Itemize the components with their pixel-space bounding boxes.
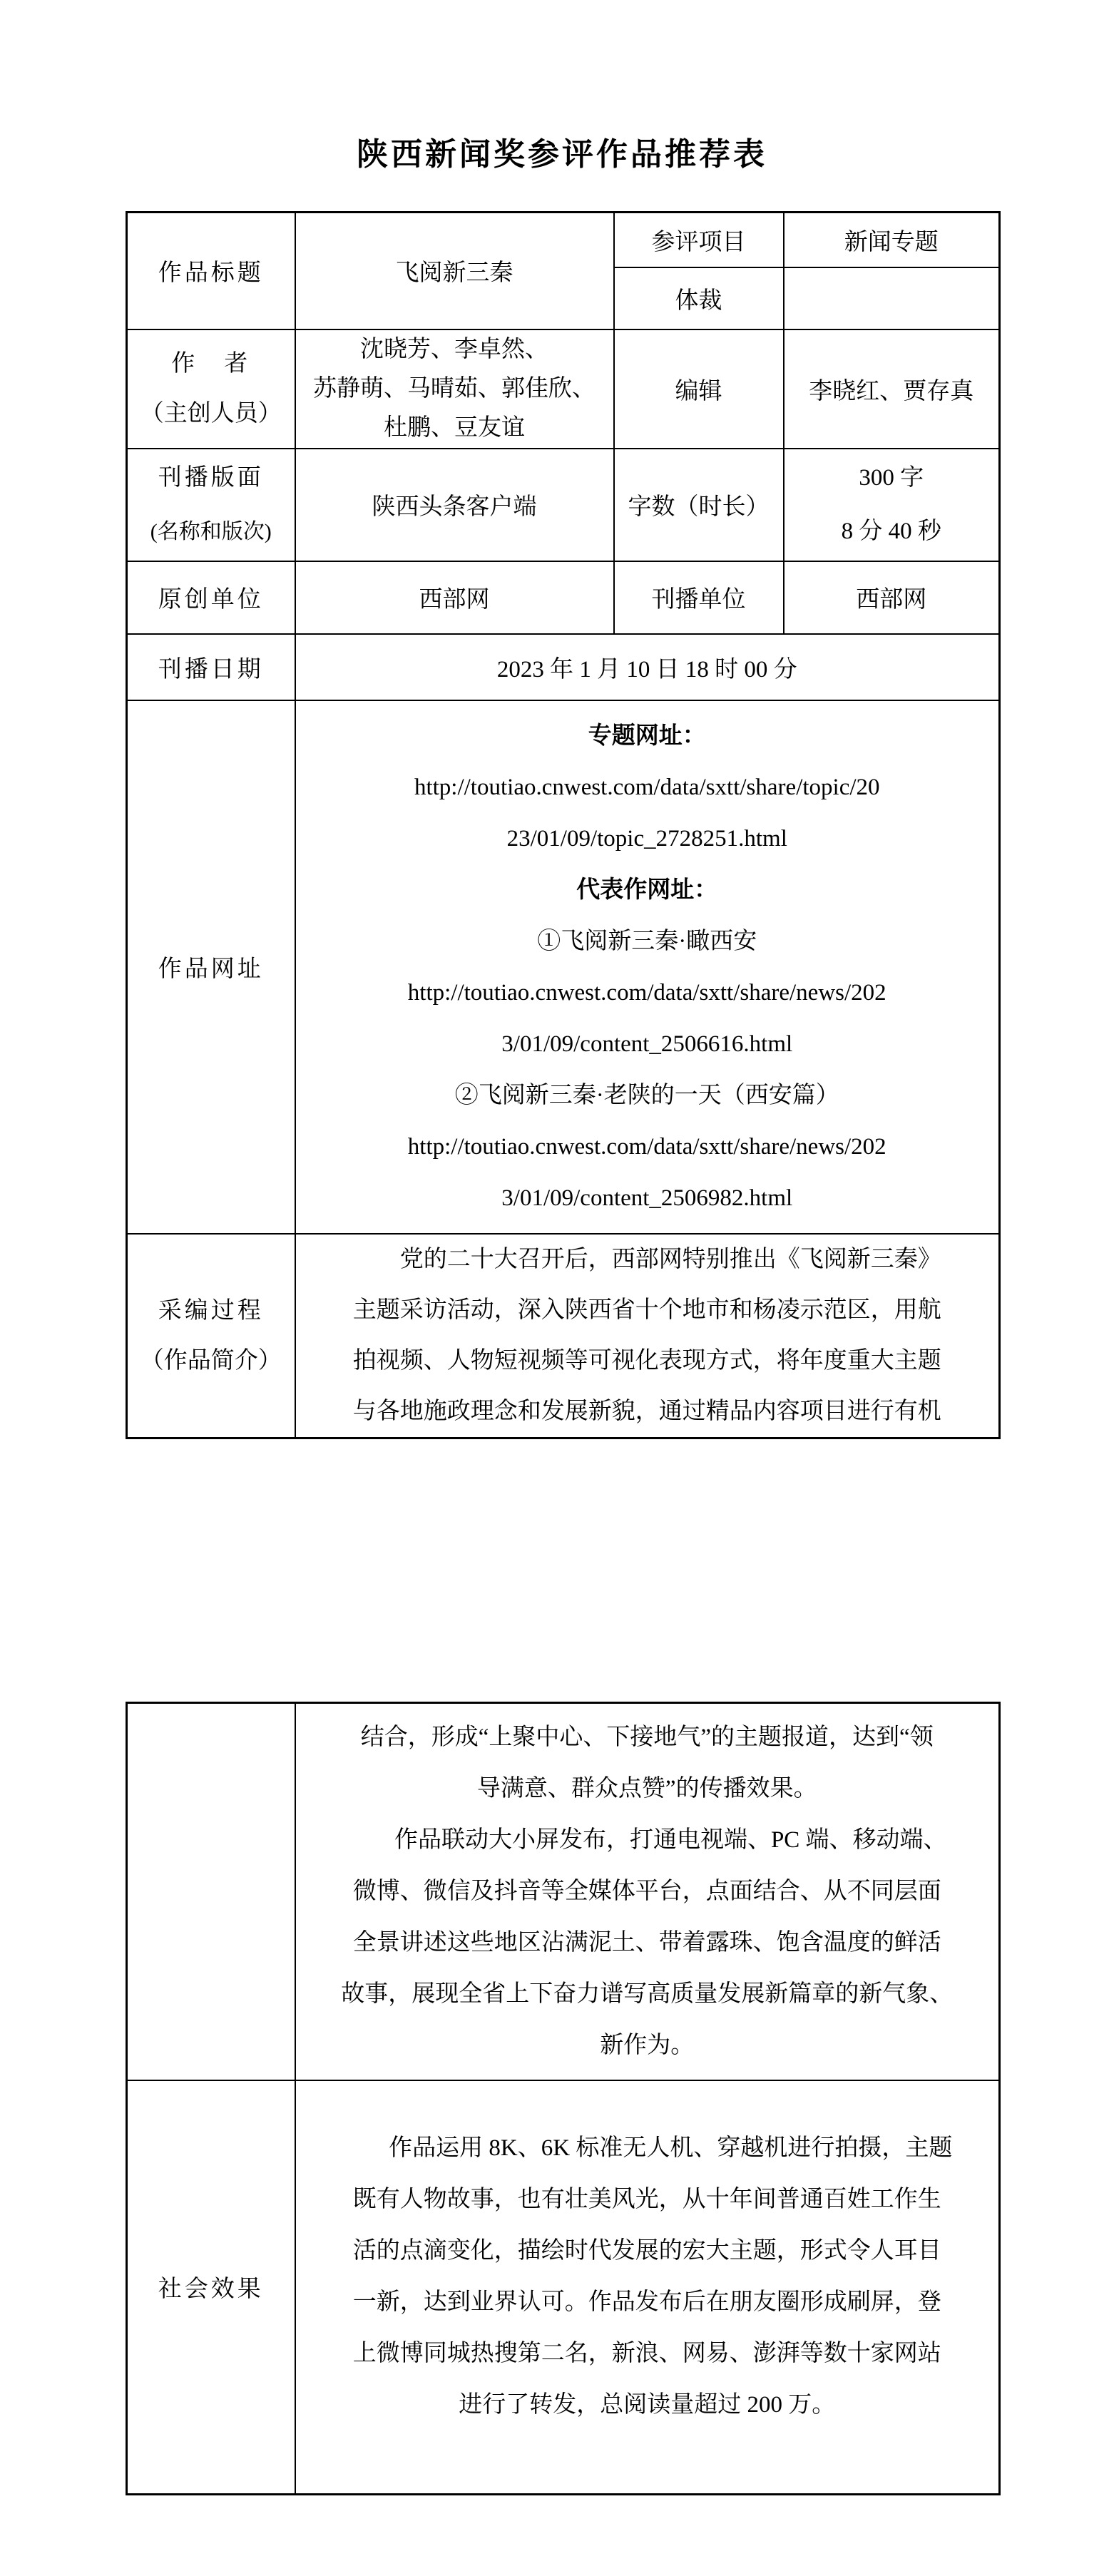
publish-date-value: 2023 年 1 月 10 日 18 时 00 分 — [295, 634, 1000, 700]
genre-label: 体裁 — [614, 267, 784, 329]
continuation-text-line: 微博、微信及抖音等全媒体平台，点面结合、从不同层面 — [352, 1879, 941, 1905]
continuation-text-line: 故事，展现全省上下奋力谱写高质量发展新篇章的新气象、 — [341, 1981, 954, 2008]
social-effect-text-line: 进行了转发，总阅读量超过 200 万。 — [459, 2391, 836, 2418]
authors-value-line: 杜鹏、豆友谊 — [384, 414, 525, 441]
word-count-value — [784, 449, 1000, 561]
editing-process-text-line: 主题采访活动，深入陕西省十个地市和杨凌示范区，用航 — [352, 1297, 941, 1323]
original-unit-label: 原创单位 — [127, 561, 295, 634]
representative-work-2-title: ②飞阅新三秦·老陕的一天（西安篇） — [454, 1082, 839, 1108]
social-effect-text-line: 上微博同城热搜第二名，新浪、网易、澎湃等数十家网站 — [352, 2340, 941, 2366]
page-title: 陕西新闻奖参评作品推荐表 — [357, 137, 767, 172]
work-url-content — [295, 700, 1000, 1234]
editing-process-content — [295, 1234, 1000, 1438]
representative-work-2-url-line: 3/01/09/content_2506982.html — [501, 1185, 793, 1211]
publish-unit-value: 西部网 — [784, 561, 1000, 634]
work-title-label: 作品标题 — [127, 213, 295, 329]
entry-category-label: 参评项目 — [614, 213, 784, 267]
editing-process-text-line: 党的二十大召开后，西部网特别推出《飞阅新三秦》 — [399, 1246, 941, 1272]
publish-unit-label: 刊播单位 — [614, 561, 784, 634]
publication-page-value: 陕西头条客户端 — [295, 449, 614, 561]
original-unit-value: 西部网 — [295, 561, 614, 634]
authors-value-line: 沈晓芳、李卓然、 — [360, 336, 548, 362]
editing-process-text-line: 拍视频、人物短视频等可视化表现方式，将年度重大主题 — [352, 1347, 941, 1374]
authors-value-line: 苏静萌、马晴茹、郭佳欣、 — [313, 375, 596, 402]
representative-work-1-title: ①飞阅新三秦·瞰西安 — [537, 928, 757, 954]
continuation-text-line: 全景讲述这些地区沾满泥土、带着露珠、饱含温度的鲜活 — [352, 1930, 941, 1956]
continuation-text-line: 新作为。 — [600, 2033, 695, 2059]
word-count-value-line1: 300 字 — [859, 464, 924, 491]
representative-work-2-url-line: http://toutiao.cnwest.com/data/sxtt/share/news/202 — [407, 1133, 886, 1160]
recommendation-form-table-page1 — [126, 211, 1001, 1439]
authors-value — [295, 329, 614, 449]
continuation-label-empty — [127, 1703, 295, 2080]
social-effect-text-line: 活的点滴变化，描绘时代发展的宏大主题，形式令人耳目 — [352, 2237, 941, 2264]
editing-process-label-line1: 采编过程 — [158, 1297, 264, 1324]
editing-process-label — [127, 1234, 295, 1438]
publication-page-label-line2: (名称和版次) — [150, 519, 272, 543]
social-effect-label: 社会效果 — [127, 2080, 295, 2495]
editor-label: 编辑 — [614, 329, 784, 449]
publication-page-label — [127, 449, 295, 561]
work-title-value: 飞阅新三秦 — [295, 213, 614, 329]
publication-page-label-line1: 刊播版面 — [158, 464, 264, 491]
editor-value: 李晓红、贾存真 — [784, 329, 1000, 449]
social-effect-text-line: 作品运用 8K、6K 标准无人机、穿越机进行拍摄，主题 — [389, 2135, 953, 2161]
word-count-value-line2: 8 分 40 秒 — [841, 518, 941, 544]
continuation-text-line: 结合，形成“上聚中心、下接地气”的主题报道，达到“领 — [360, 1724, 934, 1751]
social-effect-text-line: 既有人物故事，也有壮美风光，从十年间普通百姓工作生 — [352, 2186, 941, 2212]
publish-date-label: 刊播日期 — [127, 634, 295, 700]
recommendation-form-table-page2 — [126, 1702, 1001, 2495]
word-count-label: 字数（时长） — [614, 449, 784, 561]
genre-value — [784, 267, 1000, 329]
authors-label-line2: （主创人员） — [140, 401, 282, 426]
representative-url-heading: 代表作网址： — [576, 876, 718, 903]
social-effect-text-line: 一新，达到业界认可。作品发布后在朋友圈形成刷屏，登 — [352, 2289, 941, 2315]
representative-work-1-url-line: 3/01/09/content_2506616.html — [501, 1031, 793, 1057]
authors-label-line1: 作 者 — [171, 351, 251, 377]
topic-url-line: http://toutiao.cnwest.com/data/sxtt/share/topic/20 — [414, 774, 880, 800]
continuation-text-line: 导满意、群众点赞”的传播效果。 — [476, 1776, 817, 1802]
representative-work-1-url-line: http://toutiao.cnwest.com/data/sxtt/share/news/202 — [407, 979, 886, 1006]
social-effect-content — [295, 2080, 1000, 2495]
editing-process-text-line: 与各地施政理念和发展新貌，通过精品内容项目进行有机 — [352, 1398, 941, 1424]
topic-url-heading: 专题网址： — [588, 722, 706, 749]
authors-label — [127, 329, 295, 449]
editing-process-continuation-content — [295, 1703, 1000, 2080]
work-url-label: 作品网址 — [127, 700, 295, 1234]
topic-url-line: 23/01/09/topic_2728251.html — [506, 825, 787, 852]
entry-category-value: 新闻专题 — [784, 213, 1000, 267]
continuation-text-line: 作品联动大小屏发布，打通电视端、PC 端、移动端、 — [394, 1827, 947, 1854]
editing-process-label-line2: （作品简介） — [140, 1347, 282, 1374]
